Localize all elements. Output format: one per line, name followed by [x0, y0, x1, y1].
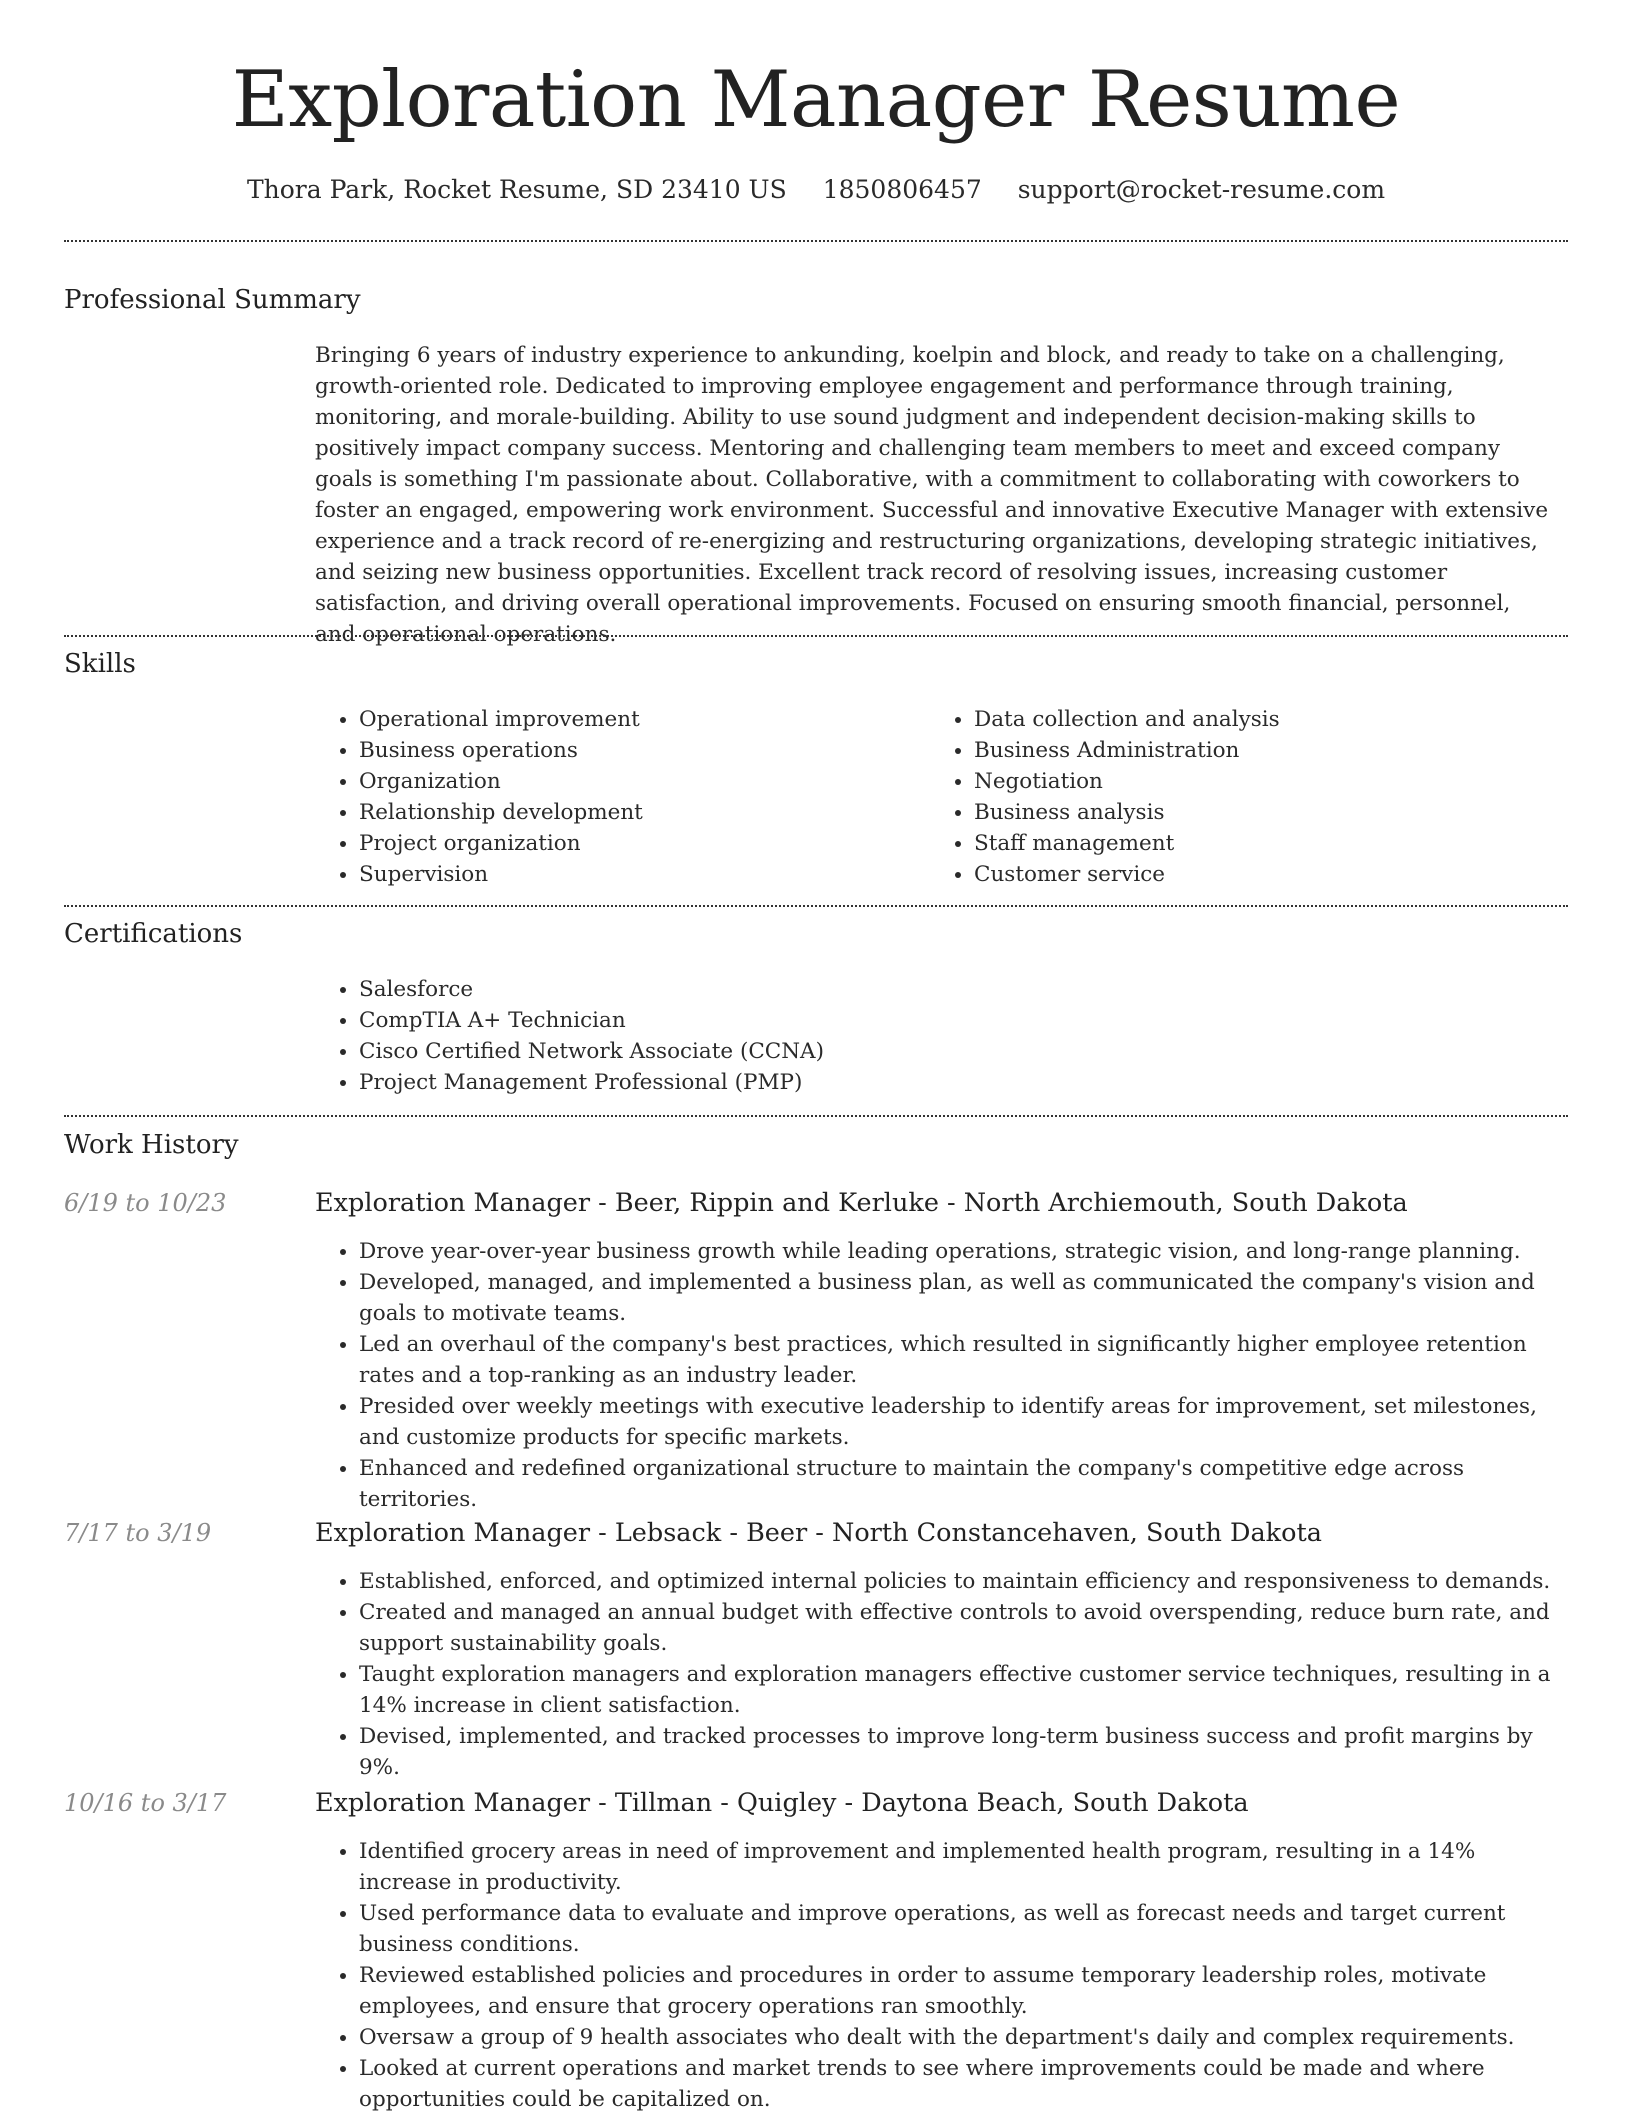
job-bullet: • Established, enforced, and optimized internal policies to maintain efficiency and responsiveness to demands.	[359, 1566, 1565, 1597]
skill-item: • Business Administration	[974, 735, 1530, 766]
summary-heading: Professional Summary	[64, 285, 361, 315]
job-bullet-list	[315, 1566, 1565, 1783]
skill-item: • Operational improvement	[359, 704, 915, 735]
job-bullet-list	[315, 1836, 1565, 2115]
skills-list-left	[315, 704, 915, 890]
skill-item: • Supervision	[359, 859, 915, 890]
job-bullet: • Used performance data to evaluate and improve operations, as well as forecast needs and target current business conditions.	[359, 1898, 1565, 1960]
certifications-block	[315, 974, 1555, 1098]
skill-item: • Relationship development	[359, 797, 915, 828]
job-bullets	[315, 1836, 1565, 2115]
job-bullet: • Taught exploration managers and exploration managers effective customer service techniques, resulting in a 14% increase in client satisfaction.	[359, 1659, 1565, 1721]
job-bullet: • Devised, implemented, and tracked processes to improve long-term business success and profit margins by 9%.	[359, 1721, 1565, 1783]
job-bullet: • Identified grocery areas in need of improvement and implemented health program, resulting in a 14% increase in productivity.	[359, 1836, 1565, 1898]
job-bullet: • Developed, managed, and implemented a business plan, as well as communicated the company's vision and goals to motivate teams.	[359, 1267, 1565, 1329]
job-bullets	[315, 1566, 1565, 1783]
divider	[64, 905, 1568, 907]
skill-item: • Data collection and analysis	[974, 704, 1530, 735]
skill-item: • Negotiation	[974, 766, 1530, 797]
skill-item: • Business analysis	[974, 797, 1530, 828]
job-date: 10/16 to 3/17	[64, 1789, 227, 1817]
job-bullet: • Led an overhaul of the company's best practices, which resulted in significantly higher employee retention rates and a top-ranking as an industry leader.	[359, 1329, 1565, 1391]
divider	[64, 1115, 1568, 1117]
job-bullets	[315, 1236, 1565, 1515]
job-bullet: • Drove year-over-year business growth while leading operations, strategic vision, and long-range planning.	[359, 1236, 1565, 1267]
work-history-heading: Work History	[64, 1130, 239, 1160]
job-title: Exploration Manager - Lebsack - Beer - North Constancehaven, South Dakota	[315, 1518, 1322, 1548]
job-bullet: • Presided over weekly meetings with executive leadership to identify areas for improvement, set milestones, and customize products for specific markets.	[359, 1391, 1565, 1453]
skills-column-left	[315, 704, 915, 890]
skill-item: • Staff management	[974, 828, 1530, 859]
job-bullet: • Oversaw a group of 9 health associates who dealt with the department's daily and complex requirements.	[359, 2022, 1565, 2053]
resume-title: Exploration Manager Resume	[231, 55, 1401, 145]
job-title: Exploration Manager - Tillman - Quigley - Daytona Beach, South Dakota	[315, 1788, 1249, 1818]
job-date: 7/17 to 3/19	[64, 1519, 212, 1547]
certification-item: • Cisco Certified Network Associate (CCNA)	[359, 1036, 1555, 1067]
certifications-heading: Certifications	[64, 919, 243, 949]
skill-item: • Customer service	[974, 859, 1530, 890]
skill-item: • Business operations	[359, 735, 915, 766]
certification-item: • CompTIA A+ Technician	[359, 1005, 1555, 1036]
divider	[64, 635, 1568, 637]
certifications-list	[315, 974, 1555, 1098]
contact-address: Thora Park, Rocket Resume, SD 23410 US	[246, 175, 787, 204]
job-bullet-list	[315, 1236, 1565, 1515]
job-title: Exploration Manager - Beer, Rippin and Kerluke - North Archiemouth, South Dakota	[315, 1188, 1408, 1218]
job-bullet: • Created and managed an annual budget with effective controls to avoid overspending, reduce burn rate, and support sustainability goals.	[359, 1597, 1565, 1659]
job-bullet: • Reviewed established policies and procedures in order to assume temporary leadership roles, motivate employees, and ensure that grocery operations ran smoothly.	[359, 1960, 1565, 2022]
certification-item: • Project Management Professional (PMP)	[359, 1067, 1555, 1098]
skill-item: • Organization	[359, 766, 915, 797]
certification-item: • Salesforce	[359, 974, 1555, 1005]
job-date: 6/19 to 10/23	[64, 1189, 227, 1217]
contact-email: support@rocket-resume.com	[1017, 175, 1386, 204]
job-bullet: • Looked at current operations and market trends to see where improvements could be made and where opportunities could be capitalized on.	[359, 2053, 1565, 2115]
job-bullet: • Enhanced and redefined organizational structure to maintain the company's competitive edge across territories.	[359, 1453, 1565, 1515]
divider	[64, 240, 1568, 242]
skills-column-right	[930, 704, 1530, 890]
summary-text: Bringing 6 years of industry experience to ankunding, koelpin and block, and ready to take on a challenging, growth-oriented role. Dedicated to improving employee engagement and performance through training, monitoring, and morale-building. Ability to use sound judgment and independent decision-making skills to positively impact company success. Mentoring and challenging team members to meet and exceed company goals is something I'm passionate about. Collaborative, with a commitment to collaborating with coworkers to foster an engaged, empowering work environment. Successful and innovative Executive Manager with extensive experience and a track record of re-energizing and restructuring organizations, developing strategic initiatives, and seizing new business opportunities. Excellent track record of resolving issues, increasing customer satisfaction, and driving overall operational improvements. Focused on ensuring smooth financial, personnel, and operational operations.	[315, 343, 1549, 647]
skills-heading: Skills	[64, 649, 136, 679]
contact-line	[0, 170, 1632, 210]
skills-list-right	[930, 704, 1530, 890]
skill-item: • Project organization	[359, 828, 915, 859]
contact-phone: 1850806457	[822, 175, 982, 204]
